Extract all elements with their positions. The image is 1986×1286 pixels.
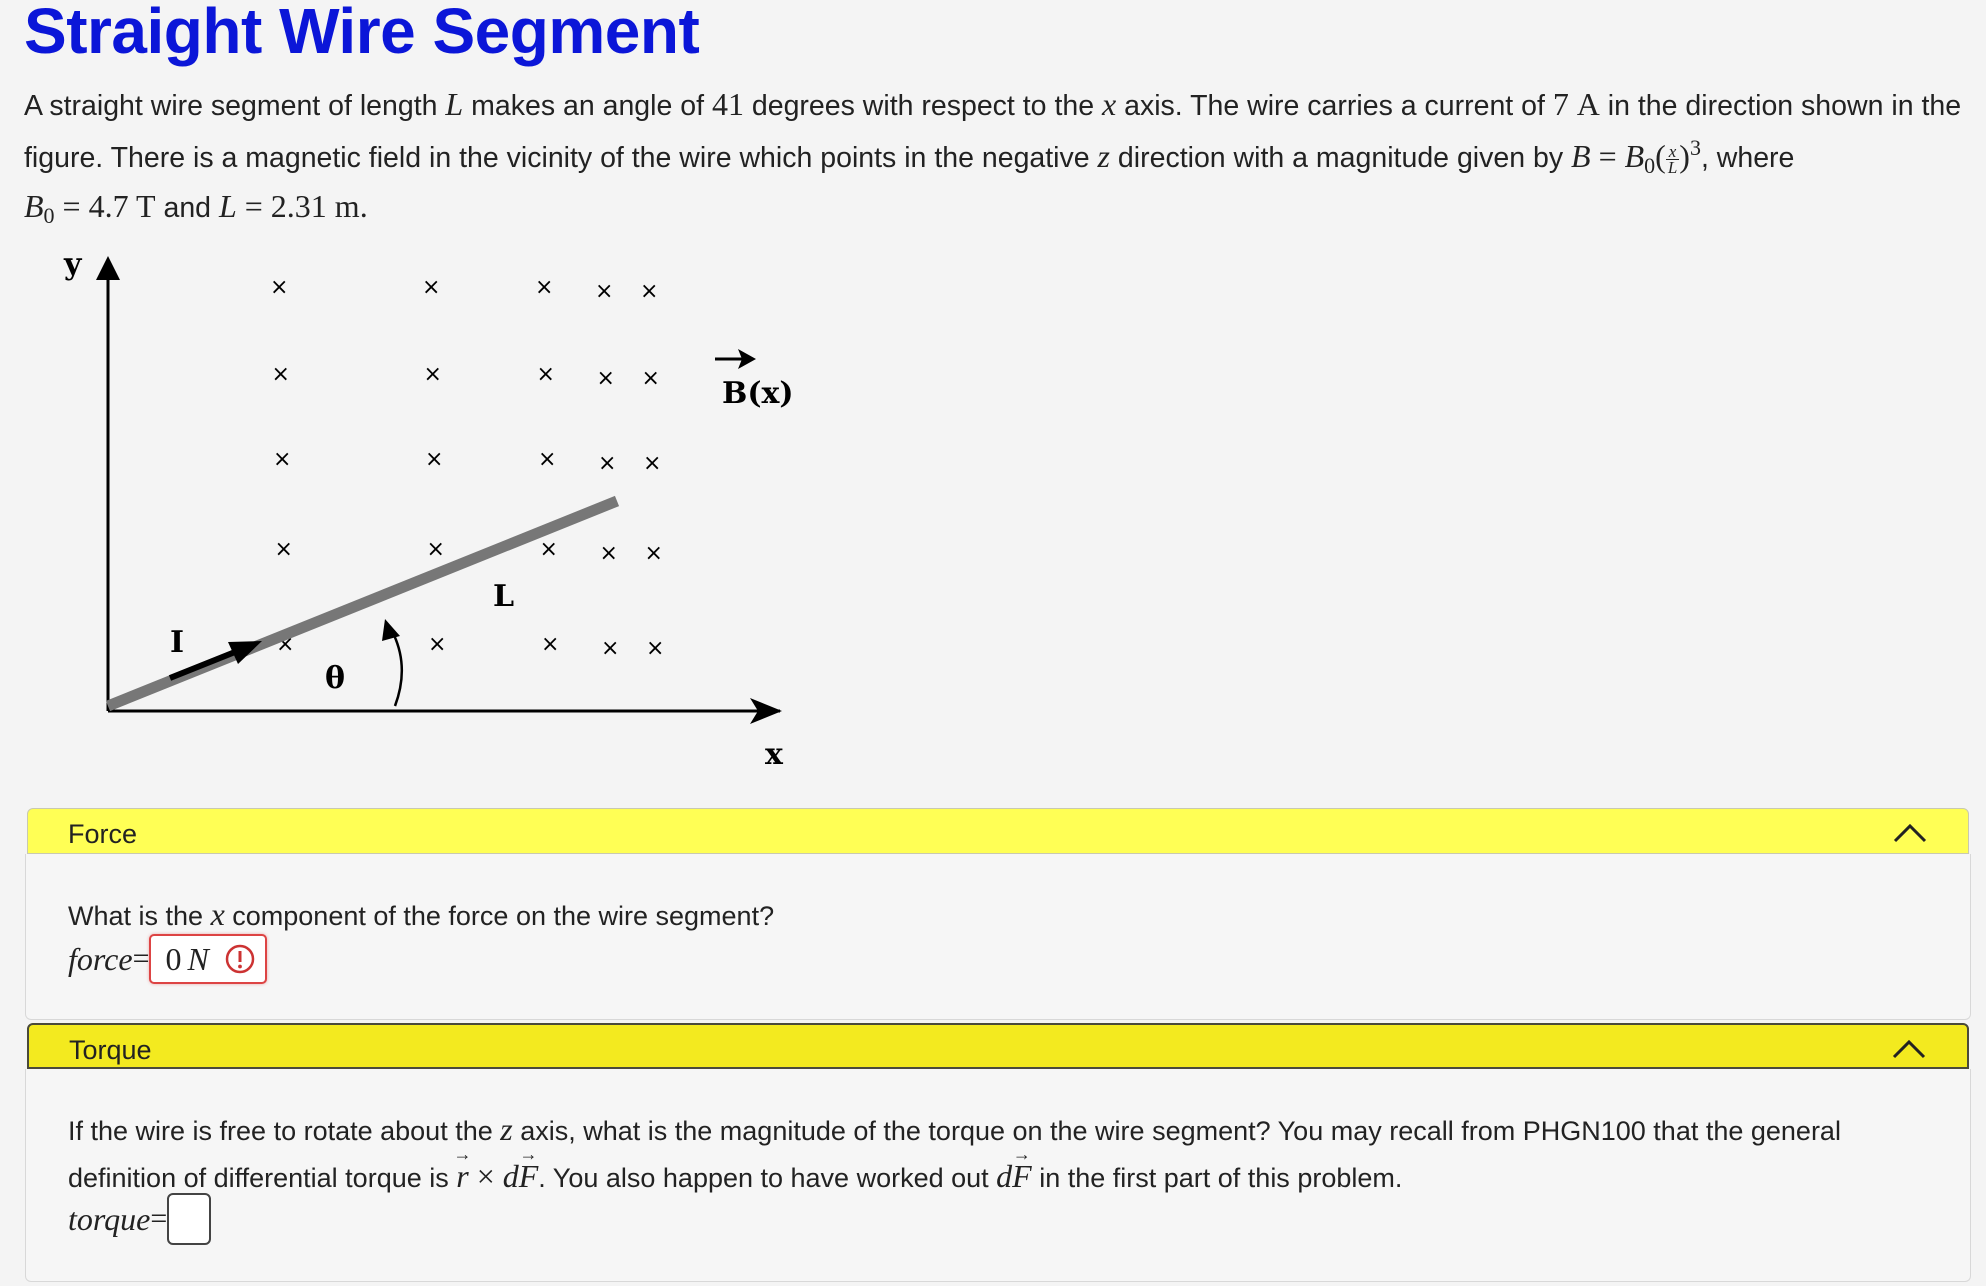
f-vector: → F: [1012, 1154, 1032, 1199]
torque-section-body: [25, 1069, 1971, 1282]
angle-value: 41: [711, 86, 744, 122]
field-mark: ×: [270, 275, 289, 300]
x-axis-label: x: [765, 737, 783, 772]
field-mark: ×: [598, 451, 617, 476]
field-mark: ×: [422, 275, 441, 300]
field-mark: ×: [271, 362, 290, 387]
current-label: I: [170, 625, 185, 660]
chevron-up-icon[interactable]: [1892, 819, 1928, 845]
force-answer-row: force = 0 N: [68, 934, 267, 984]
torque-section-header[interactable]: [27, 1023, 1969, 1069]
force-section-title: Force: [68, 819, 138, 849]
field-mark: ×: [428, 632, 447, 657]
current-value: 7: [1552, 86, 1569, 122]
field-mark: ×: [539, 537, 558, 562]
page-title: Straight Wire Segment: [24, 0, 700, 67]
field-mark: ×: [646, 636, 665, 661]
field-mark: ×: [641, 366, 660, 391]
torque-question: If the wire is free to rotate about the z axis, what is the magnitude of the torque on the wire segment? You may recall from PHGN100 that the general definition of differential torque is → r × d→ F. You also happen to have worked out d→ F in the first part of this problem.: [68, 1107, 1948, 1201]
force-answer-input[interactable]: [149, 934, 266, 984]
torque-answer-label: torque: [68, 1200, 151, 1237]
warning-icon: [225, 944, 255, 974]
angle-arc-arrowhead: [382, 619, 400, 641]
y-axis-arrowhead: [96, 256, 120, 280]
field-mark: ×: [276, 632, 295, 657]
length-value: = 2.31 m.: [236, 188, 368, 224]
force-section-header[interactable]: [27, 808, 1969, 854]
field-mark: ×: [596, 366, 615, 391]
field-mark: ×: [541, 632, 560, 657]
field-label: B(x): [722, 376, 794, 411]
torque-answer-row: torque =: [68, 1193, 211, 1245]
torque-section-title: Torque: [69, 1035, 152, 1065]
force-answer-unit: N: [187, 940, 209, 977]
field-mark: ×: [425, 447, 444, 472]
angle-label: θ: [325, 661, 346, 696]
y-axis-label: y: [64, 247, 82, 282]
field-mark: ×: [538, 447, 557, 472]
problem-statement: A straight wire segment of length L makes an angle of 41 degrees with respect to the x axis. The wire carries a current of 7 A in the direction shown in the figure. There is a magnetic field in the vicinity of the wire which points in the negative z direction with a magnitude given by $B = B_0$( $\frac{x}{L}$ )$^3$, where $B_0 = 4.7$ T and L = 2.31 m.: [24, 86, 1962, 228]
force-answer-value: 0: [165, 940, 182, 977]
field-mark: ×: [535, 275, 554, 300]
angle-arc: [392, 631, 402, 706]
field-mark: ×: [274, 537, 293, 562]
chevron-up-icon[interactable]: [1891, 1035, 1927, 1061]
r-vector: → r: [456, 1154, 468, 1199]
field-mark: ×: [640, 279, 659, 304]
length-label: L: [493, 579, 515, 614]
force-question: What is the x component of the force on the wire segment?: [68, 896, 775, 932]
field-mark: ×: [536, 362, 555, 387]
wire-diagram: [40, 236, 820, 772]
field-mark: ×: [273, 447, 292, 472]
b0-value: = 4.7 T: [54, 188, 156, 224]
field-mark: ×: [423, 362, 442, 387]
field-mark: ×: [643, 451, 662, 476]
wire-figure: [40, 236, 820, 772]
x-over-L-fraction: $\frac{x}{L}$: [1667, 141, 1678, 177]
torque-answer-input[interactable]: [167, 1193, 211, 1245]
field-mark: ×: [595, 279, 614, 304]
force-answer-label: force: [68, 940, 133, 977]
force-section-body: [25, 854, 1971, 1020]
f-vector: → F: [519, 1154, 539, 1199]
field-mark: ×: [426, 537, 445, 562]
field-mark: ×: [601, 636, 620, 661]
field-marks: [270, 275, 664, 661]
field-mark: ×: [599, 541, 618, 566]
field-mark: ×: [644, 541, 663, 566]
